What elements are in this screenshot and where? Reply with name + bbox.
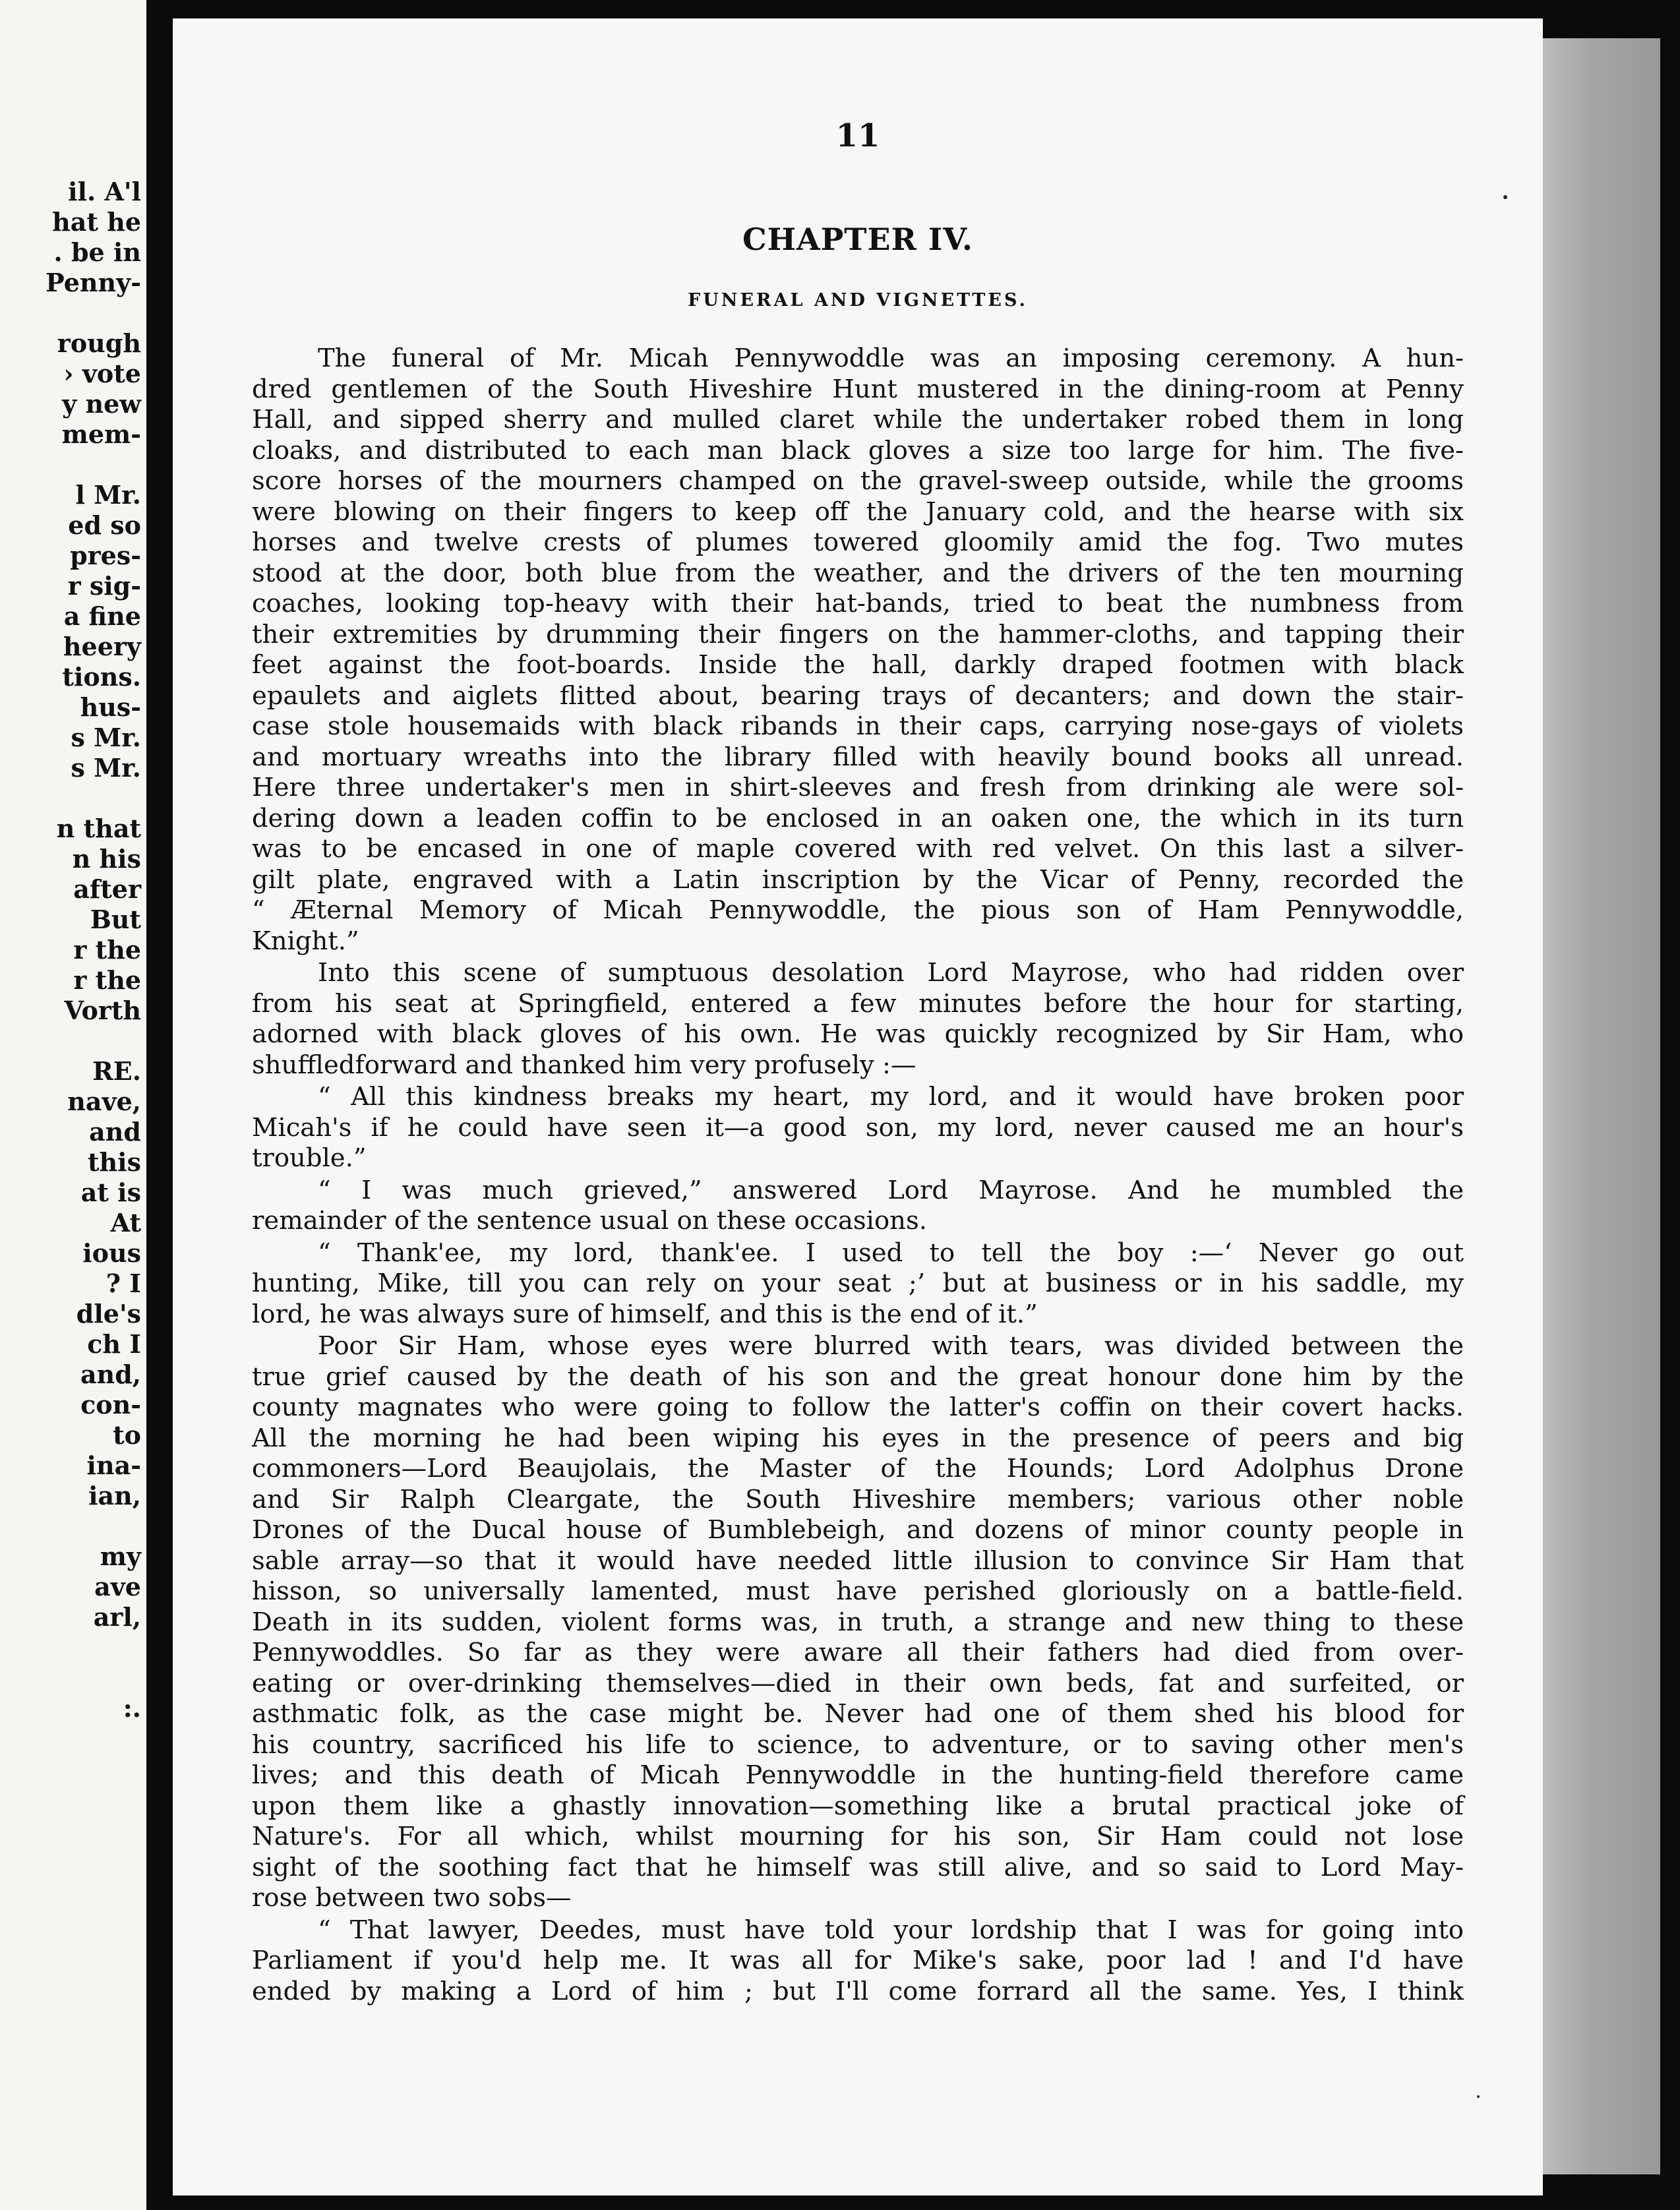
text-line: case stole housemaids with black ribands in their caps, carrying nose-gays of violets <box>252 711 1464 741</box>
left-page-line: tions. <box>62 662 141 692</box>
left-page-line: at is <box>80 1178 141 1207</box>
left-page-line: nave, <box>67 1087 141 1116</box>
chapter-subtitle: FUNERAL AND VIGNETTES. <box>688 290 1028 311</box>
left-page-line: ious <box>82 1238 141 1268</box>
text-line: hunting, Mike, till you can rely on your seat ;’ but at business or in his saddle, my <box>252 1269 1464 1298</box>
left-page-line: But <box>90 905 141 934</box>
paragraph <box>252 1331 1464 1914</box>
body-text <box>252 343 1464 2008</box>
left-page-line: ch I <box>87 1329 141 1359</box>
left-page-line: to <box>113 1420 141 1450</box>
text-line: shuffledforward and thanked him very profusely :— <box>252 1050 916 1080</box>
text-line: sable array—so that it would have needed little illusion to convince Sir Ham that <box>252 1545 1464 1576</box>
text-line: Hall, and sipped sherry and mulled claret while the undertaker robed them in long <box>252 405 1464 434</box>
text-line: from his seat at Springfield, entered a few minutes before the hour for starting, <box>252 988 1464 1019</box>
text-line: horses and twelve crests of plumes towered gloomily amid the fog. Two mutes <box>252 527 1464 557</box>
text-line: “ That lawyer, Deedes, must have told your lordship that I was for going into <box>318 1915 1464 1945</box>
paragraph <box>252 343 1464 957</box>
left-page-line: arl, <box>93 1602 141 1632</box>
left-page-line: RE. <box>92 1056 141 1086</box>
chapter-title: CHAPTER IV. <box>742 222 974 257</box>
left-page-line: ina- <box>86 1450 141 1480</box>
text-line: Micah's if he could have seen it—a good son, my lord, never caused me an hour's <box>252 1112 1464 1143</box>
page-number: 11 <box>835 117 880 154</box>
text-line: eating or over-drinking themselves—died in their own beds, fat and surfeited, or <box>252 1668 1464 1698</box>
text-line: Pennywoddles. So far as they were aware all their fathers had died from over- <box>252 1638 1464 1667</box>
text-line: lord, he was always sure of himself, and this is the end of it.” <box>252 1299 1038 1329</box>
text-line: stood at the door, both blue from the weather, and the drivers of the ten mourning <box>252 558 1464 588</box>
text-line: “ All this kindness breaks my heart, my lord, and it would have broken poor <box>318 1082 1464 1112</box>
left-page-line: Vorth <box>64 996 141 1025</box>
text-line: Poor Sir Ham, whose eyes were blurred with tears, was divided between the <box>318 1331 1464 1361</box>
left-page-line: r the <box>73 935 141 965</box>
text-line: true grief caused by the death of his son and the great honour done him by the <box>252 1361 1464 1392</box>
left-page-line: ? I <box>105 1269 141 1298</box>
text-line: Parliament if you'd help me. It was all for Mike's sake, poor lad ! and I'd have <box>252 1946 1464 1975</box>
text-line: were blowing on their fingers to keep off the January cold, and the hearse with six <box>252 496 1464 527</box>
text-line: All the morning he had been wiping his eyes in the presence of peers and big <box>252 1423 1464 1453</box>
left-page-line: rough <box>57 328 141 358</box>
text-line: remainder of the sentence usual on these occasions. <box>252 1206 927 1236</box>
left-page-line: ave <box>94 1572 141 1601</box>
paragraph <box>252 1082 1464 1174</box>
text-line: trouble.” <box>252 1143 367 1173</box>
left-page-line: my <box>100 1541 141 1571</box>
text-line: Death in its sudden, violent forms was, in truth, a strange and new thing to these <box>252 1607 1464 1637</box>
book-page <box>173 18 1543 2195</box>
left-page-line: r the <box>73 965 141 995</box>
text-line: lives; and this death of Micah Pennywoddle in the hunting-field therefore came <box>252 1760 1464 1790</box>
text-line: dred gentlemen of the South Hiveshire Hunt mustered in the dining-room at Penny <box>252 374 1464 404</box>
text-line: cloaks, and distributed to each man black gloves a size too large for him. The five- <box>252 435 1464 465</box>
left-page-line: hat he <box>52 207 141 237</box>
left-page-line: › vote <box>63 359 141 388</box>
paragraph <box>252 958 1464 1081</box>
page-edge-shadow <box>1543 38 1660 2174</box>
text-line: “ I was much grieved,” answered Lord Mayrose. And he mumbled the <box>318 1175 1464 1205</box>
text-line: epaulets and aiglets flitted about, bearing trays of decanters; and down the stair- <box>252 680 1464 711</box>
left-page-line: con- <box>80 1390 141 1419</box>
left-page-line: and, <box>80 1359 141 1389</box>
text-line: county magnates who were going to follow the latter's coffin on their covert hacks. <box>252 1392 1464 1422</box>
left-page-line: ian, <box>88 1481 141 1510</box>
text-line: was to be encased in one of maple covered with red velvet. On this last a silver- <box>252 834 1464 864</box>
left-page-line: :. <box>123 1693 141 1723</box>
text-line: and Sir Ralph Cleargate, the South Hiveshire members; various other noble <box>252 1484 1464 1514</box>
text-line: adorned with black gloves of his own. He was quickly recognized by Sir Ham, who <box>252 1019 1464 1049</box>
paragraph <box>252 1238 1464 1330</box>
left-page-line: heery <box>63 632 141 661</box>
left-page-line: s Mr. <box>71 753 141 783</box>
text-line: score horses of the mourners champed on the gravel-sweep outside, while the grooms <box>252 466 1464 496</box>
speck <box>1477 2095 1480 2098</box>
text-line: “ Thank'ee, my lord, thank'ee. I used to tell the boy :—‘ Never go out <box>318 1238 1464 1268</box>
text-line: ended by making a Lord of him ; but I'll come forrard all the same. Yes, I think <box>252 1976 1464 2006</box>
text-line: “ Æternal Memory of Micah Pennywoddle, the pious son of Ham Pennywoddle, <box>252 895 1464 925</box>
left-page-line: pres- <box>70 541 141 570</box>
text-line: The funeral of Mr. Micah Pennywoddle was an imposing ceremony. A hun- <box>318 343 1464 373</box>
left-page-line: r sig- <box>67 571 141 601</box>
text-line: asthmatic folk, as the case might be. Never had one of them shed his blood for <box>252 1699 1464 1729</box>
text-line: dering down a leaden coffin to be enclosed in an oaken one, the which in its turn <box>252 803 1464 833</box>
left-page-line: y new <box>62 389 141 419</box>
text-line: rose between two sobs— <box>252 1883 572 1913</box>
left-page-line: hus- <box>80 692 141 722</box>
left-page-line: s Mr. <box>71 723 141 752</box>
left-page-line: this <box>87 1147 141 1177</box>
text-line: and mortuary wreaths into the library filled with heavily bound books all unread. <box>252 742 1464 772</box>
left-page-line: and <box>89 1117 141 1147</box>
text-line: their extremities by drumming their fingers on the hammer-cloths, and tapping their <box>252 619 1464 649</box>
left-page-line: after <box>73 874 141 904</box>
left-page-line: n that <box>56 814 141 843</box>
text-line: coaches, looking top-heavy with their hat-bands, tried to beat the numbness from <box>252 589 1464 618</box>
text-line: his country, sacrificed his life to science, to adventure, or to saving other men's <box>252 1729 1464 1760</box>
left-page-line: l Mr. <box>75 480 141 510</box>
text-line: Here three undertaker's men in shirt-sleeves and fresh from drinking ale were sol- <box>252 773 1464 802</box>
adjacent-page-fragment <box>0 0 146 2210</box>
text-line: upon them like a ghastly innovation—something like a brutal practical joke of <box>252 1791 1464 1821</box>
left-page-line: At <box>110 1208 141 1238</box>
left-page-line: il. A'l <box>68 177 141 206</box>
left-page-line: ed so <box>68 510 141 540</box>
text-line: Drones of the Ducal house of Bumblebeigh, and dozens of minor county people in <box>252 1515 1464 1545</box>
left-page-line: n his <box>72 844 141 874</box>
paragraph <box>252 1176 1464 1237</box>
text-line: commoners—Lord Beaujolais, the Master of the Hounds; Lord Adolphus Drone <box>252 1454 1464 1483</box>
left-page-line: Penny- <box>45 268 141 297</box>
text-line: hisson, so universally lamented, must have perished gloriously on a battle-field. <box>252 1576 1464 1606</box>
text-line: gilt plate, engraved with a Latin inscription by the Vicar of Penny, recorded the <box>252 864 1464 895</box>
text-line: feet against the foot-boards. Inside the hall, darkly draped footmen with black <box>252 650 1464 680</box>
speck <box>1503 195 1507 199</box>
left-page-line: dle's <box>76 1299 141 1329</box>
left-page-line: a fine <box>63 601 141 631</box>
left-page-line: . be in <box>53 237 141 267</box>
text-line: Nature's. For all which, whilst mourning for his son, Sir Ham could not lose <box>252 1822 1464 1851</box>
left-page-line: mem- <box>61 419 141 449</box>
text-line: sight of the soothing fact that he himself was still alive, and so said to Lord May- <box>252 1852 1464 1882</box>
text-line: Into this scene of sumptuous desolation Lord Mayrose, who had ridden over <box>318 958 1464 988</box>
text-line: Knight.” <box>252 926 359 956</box>
paragraph <box>252 1915 1464 2008</box>
